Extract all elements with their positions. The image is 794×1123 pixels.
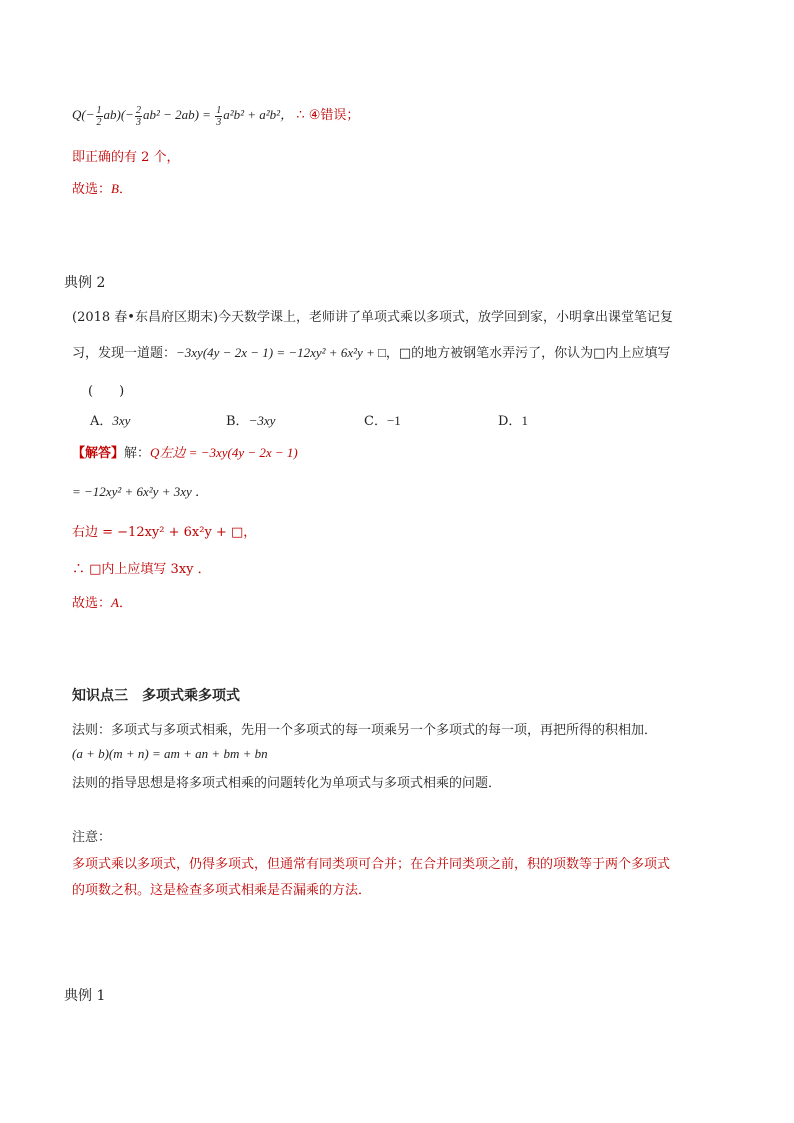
answer-prefix: 故选： <box>72 182 112 197</box>
note-line-2: 的项数之积。这是检查多项式相乘是否漏乘的方法． <box>72 883 372 898</box>
note-line-1: 多项式乘以多项式，仍得多项式，但通常有同类项可合并；在合并同类项之前，积的项数等于两个多项式 <box>72 857 671 872</box>
question-blank-parens: ( ) <box>88 384 125 399</box>
option-c: C．−1 <box>364 413 401 429</box>
rule-idea: 法则的指导思想是将多项式相乘的问题转化为单项式与多项式相乘的问题． <box>72 776 502 791</box>
solution-line-4: ∴ □内上应填写 3xy ． <box>72 562 211 577</box>
knowledge-point-3-heading: 知识点三 多项式乘多项式 <box>72 688 240 704</box>
math-expression: Q(− $\frac{1}{2}$ ab)(− $\frac{2}{3}$ ab² − 2ab) = $\frac{1}{3}$ a²b² + a²b²， <box>72 104 294 128</box>
solution-line-2: = −12xy² + 6x²y + 3xy ． <box>72 484 209 499</box>
question-line-2: 习，发现一道题：−3xy(4y − 2x − 1) = −12xy² + 6x²y + □，□的地方被钢笔水弄污了，你认为□内上应填写 <box>72 345 671 361</box>
example-1-heading: 典例 1 <box>64 988 106 1004</box>
rule-formula: (a + b)(m + n) = am + an + bm + bn <box>72 746 268 761</box>
conclusion-text: ∴ ④错误； <box>296 108 360 123</box>
fraction: $\frac{1}{2}$ <box>96 104 102 128</box>
previous-answer <box>72 178 132 197</box>
option-d: D．1 <box>498 413 528 429</box>
fraction: $\frac{2}{3}$ <box>135 104 141 128</box>
answer-suffix: ． <box>118 182 132 197</box>
note-title: 注意： <box>72 830 112 845</box>
answer-tag: 【解答】 <box>72 446 125 461</box>
previous-solution-line1 <box>72 104 359 128</box>
rule-text: 法则：多项式与多项式相乘，先用一个多项式的每一项乘另一个多项式的每一项，再把所得的积相加． <box>72 723 658 738</box>
question-line-1: (2018 春•东昌府区期末)今天数学课上，老师讲了单项式乘以多项式，放学回到家，小明拿出课堂笔记复 <box>72 310 674 325</box>
answer-choice: B <box>111 181 119 196</box>
solution-line-1: 【解答】解：Q左边 = −3xy(4y − 2x − 1) <box>72 445 298 461</box>
previous-solution-line2: 即正确的有 2 个， <box>72 150 180 165</box>
question-equation: −3xy(4y − 2x − 1) = −12xy² + 6x²y + □ <box>176 345 386 360</box>
example-2-heading: 典例 2 <box>64 275 106 291</box>
option-b: B．−3xy <box>226 413 276 429</box>
solution-line-3: 右边 = −12xy² + 6x²y + □， <box>72 525 257 540</box>
solution-answer: 故选：A． <box>72 595 132 611</box>
fraction: $\frac{1}{3}$ <box>216 104 222 128</box>
option-a: A．3xy <box>90 413 131 429</box>
